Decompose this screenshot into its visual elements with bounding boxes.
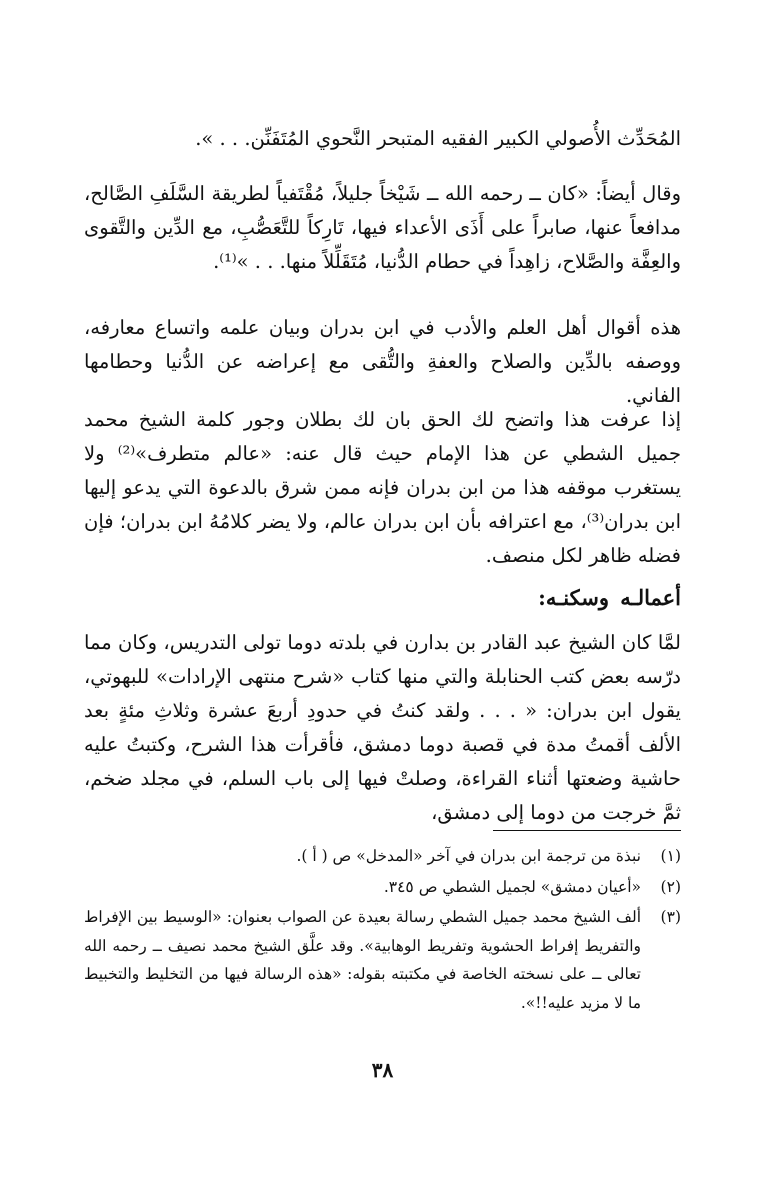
footnote-number: (٣): [660, 908, 681, 926]
footnote-separator: [493, 830, 681, 831]
footnote-item: [84, 873, 681, 902]
footnote-item: [84, 903, 681, 1017]
paragraph-summary: هذه أقوال أهل العلم والأدب في ابن بدران وبيان علمه واتساع معارفه، ووصفه بالدِّين والصلاح والعفةِ والتُّقى مع إعراضه عن الدُّنيا وحطامها الفاني.: [84, 316, 681, 407]
paragraph-quote-also: وقال أيضاً: «كان ــ رحمه الله ــ شَيْخاً جليلاً، مُقْتَفياً لطريقة السَّلَفِ الصَّالح، مدافعاً عنها، صابراً على أَذَى الأعداء فيها، تَارِكاً للتَّعَصُّبِ، مع الدِّين والتَّقوى والعِفَّة والصَّلاح، زاهِداً في حطام الدُّنيا، مُتَقَلِّلاً منها. . . »⁽¹⁾.: [84, 182, 681, 273]
section-heading: أعمالـه وسكنـه:: [538, 585, 681, 610]
paragraph-works: لمَّا كان الشيخ عبد القادر بن بدارن في بلدته دوما تولى التدريس، وكان مما درّسه بعض كتب الحنابلة والتي منها كتاب «شرح منتهى الإرادات» للبهوتي، يقول ابن بدران: « . . . ولقد كنتُ في حدودِ أربعَ عشرة وثلاثِ مئةٍ بعد الألف أقمتُ مدة في قصبة دوما دمشق، فأقرأت هذا الشرح، وكتبتُ عليه حاشية وضعتها أثناء القراءة، وصلتْ فيها إلى باب السلم، في مجلد ضخم، ثمَّ خرجت من دوما إلى دمشق،: [84, 631, 681, 824]
footnote-text: «أعيان دمشق» لجميل الشطي ص ٣٤٥.: [383, 877, 641, 896]
footnote-number: (٢): [660, 877, 681, 896]
paragraph-quote-end: المُحَدِّث الأُصولي الكبير الفقيه المتبحر النَّحوي المُتَفَنِّن. . . ».: [195, 127, 681, 150]
footnote-item: [84, 842, 681, 871]
footnote-text: نبذة من ترجمة ابن بدران في آخر «المدخل» ص ( أ ).: [296, 847, 641, 865]
footnote-text: ألف الشيخ محمد جميل الشطي رسالة بعيدة عن الصواب بعنوان: «الوسيط بين الإفراط والتفريط إفراط الحشوية وتفريط الوهابية». وقد علَّق الشيخ محمد نصيف ــ رحمه الله تعالى ــ على نسخته الخاصة في مكتبته بقوله: «هذه الرسالة فيها من التخليط والتخبيط ما لا مزيد عليه!!».: [84, 908, 641, 1012]
book-page: [84, 0, 681, 1191]
footnotes-list: [84, 842, 681, 1019]
footnote-number: (١): [660, 847, 681, 865]
page-number: ٣٨: [371, 1058, 394, 1082]
paragraph-refutation: إذا عرفت هذا واتضح لك الحق بان لك بطلان وجور كلمة الشيخ محمد جميل الشطي عن هذا الإمام حيث قال عنه: «عالم متطرف»⁽²⁾ ولا يستغرب موقفه هذا من ابن بدران فإنه ممن شرق بالدعوة التي يدعو إليها ابن بدران⁽³⁾، مع اعترافه بأن ابن بدران عالم، ولا يضر كلامُهُ ابن بدران؛ فإن فضله ظاهر لكل منصف.: [84, 408, 682, 567]
